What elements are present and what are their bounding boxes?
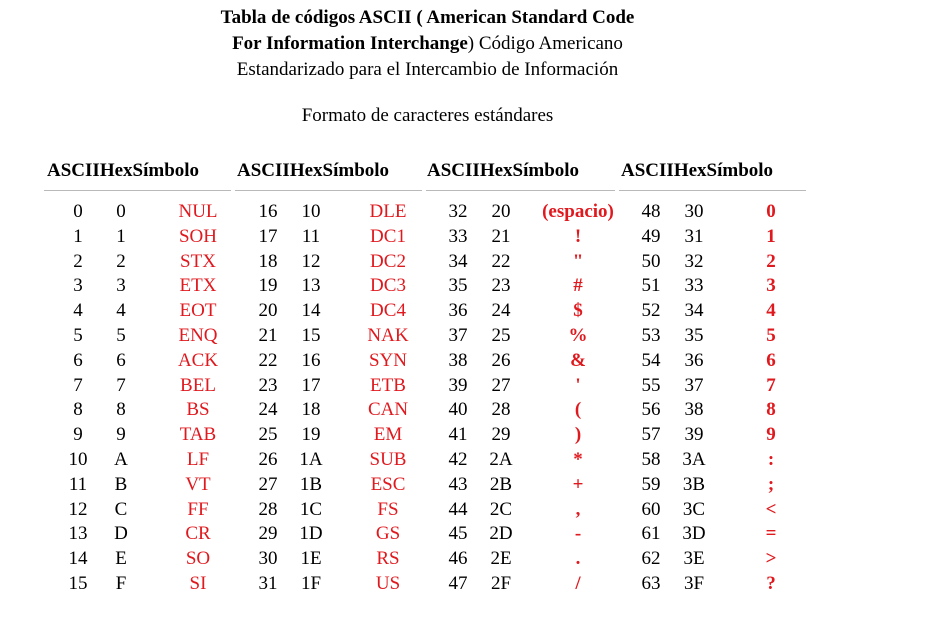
hex-code-cell: 29: [491, 424, 511, 446]
ascii-code-cell: 13: [68, 523, 88, 545]
hex-code-cell: 3: [116, 275, 126, 297]
symbol-cell: VT: [185, 473, 211, 495]
hex-code-cell: D: [114, 523, 128, 545]
hex-code-cell: 3C: [682, 498, 706, 520]
header-symbol: Símbolo: [132, 160, 200, 181]
hex-code-cell: 37: [684, 374, 704, 396]
hex-code-cell: 8: [116, 399, 126, 421]
header-ascii: ASCII: [237, 160, 290, 181]
header-divider: [235, 190, 422, 191]
hex-code-cell: 0: [116, 201, 126, 222]
ascii-code-cell: 50: [641, 250, 661, 272]
symbol-cell: =: [765, 523, 777, 545]
hex-code-cell: 20: [491, 201, 511, 222]
hex-code-cell: 1F: [300, 572, 322, 594]
page-subtitle: Formato de caracteres estándares: [301, 105, 554, 126]
ascii-code-cell: 58: [641, 448, 661, 470]
ascii-code-cell: 32: [448, 201, 468, 222]
ascii-code-cell: 38: [448, 349, 468, 371]
ascii-code-cell: 37: [448, 324, 468, 346]
ascii-code-cell: 33: [448, 225, 468, 247]
symbol-cell: #: [573, 275, 583, 297]
ascii-code-cell: 22: [258, 349, 278, 371]
header-divider: [44, 190, 231, 191]
symbol-cell: ': [575, 374, 581, 396]
ascii-code-cell: 60: [641, 498, 661, 520]
hex-code-cell: 7: [116, 374, 126, 396]
hex-code-cell: C: [114, 498, 128, 520]
hex-code-cell: 3E: [683, 548, 705, 570]
ascii-code-cell: 63: [641, 572, 661, 594]
ascii-code-cell: 29: [258, 523, 278, 545]
hex-code-cell: E: [115, 548, 127, 570]
hex-code-cell: 9: [116, 424, 126, 446]
symbol-cell: DC1: [370, 225, 406, 247]
ascii-code-cell: 8: [73, 399, 83, 421]
hex-code-cell: 2B: [489, 473, 513, 495]
title-line2-rest: ) Código Americano: [467, 33, 623, 54]
ascii-code-cell: 57: [641, 424, 661, 446]
symbol-cell: SO: [185, 548, 211, 570]
column-header-group-4: [621, 160, 773, 182]
hex-code-cell: 4: [116, 300, 126, 322]
page-title: Tabla de códigos ASCII ( American Standard Code: [220, 7, 635, 28]
ascii-code-cell: 18: [258, 250, 278, 272]
symbol-cell: ETB: [370, 374, 406, 396]
column-header-group-2: [237, 160, 389, 182]
hex-code-cell: 3B: [682, 473, 706, 495]
hex-code-cell: 1A: [299, 448, 323, 470]
header-ascii: ASCII: [621, 160, 674, 181]
hex-code-cell: 12: [301, 250, 321, 272]
column-header-group-3: [427, 160, 579, 182]
ascii-code-cell: 14: [68, 548, 88, 570]
header-divider: [426, 190, 615, 191]
hex-code-cell: 2C: [489, 498, 513, 520]
symbol-cell: DC3: [370, 275, 406, 297]
symbol-cell: SI: [189, 572, 207, 594]
hex-code-cell: F: [115, 572, 127, 594]
symbol-cell: 2: [766, 250, 776, 272]
ascii-code-cell: 30: [258, 548, 278, 570]
hex-code-cell: B: [114, 473, 128, 495]
ascii-code-cell: 10: [68, 448, 88, 470]
ascii-code-cell: 35: [448, 275, 468, 297]
hex-code-cell: 15: [301, 324, 321, 346]
symbol-cell: !: [574, 225, 582, 247]
ascii-code-cell: 54: [641, 349, 661, 371]
symbol-cell: LF: [186, 448, 210, 470]
ascii-code-cell: 49: [641, 225, 661, 247]
hex-code-cell: 2D: [489, 523, 513, 545]
symbol-cell: >: [765, 548, 777, 570]
symbol-cell: 1: [766, 225, 776, 247]
symbol-cell: FS: [377, 498, 399, 520]
symbol-cell: SYN: [368, 349, 407, 371]
ascii-code-cell: 3: [73, 275, 83, 297]
ascii-code-cell: 26: [258, 448, 278, 470]
hex-code-cell: 1D: [299, 523, 323, 545]
symbol-cell: *: [573, 448, 583, 470]
ascii-code-cell: 7: [73, 374, 83, 396]
symbol-cell: US: [375, 572, 401, 594]
header-symbol: Símbolo: [322, 160, 390, 181]
symbol-cell: ENQ: [178, 324, 218, 346]
hex-code-cell: 27: [491, 374, 511, 396]
ascii-code-cell: 62: [641, 548, 661, 570]
ascii-code-cell: 23: [258, 374, 278, 396]
hex-code-cell: 1E: [300, 548, 322, 570]
hex-code-cell: 21: [491, 225, 511, 247]
hex-code-cell: 36: [684, 349, 704, 371]
symbol-cell: ,: [575, 498, 581, 520]
symbol-cell: ": [572, 250, 584, 272]
column-header-group-1: [47, 160, 199, 182]
ascii-code-cell: 44: [448, 498, 468, 520]
symbol-cell: 3: [766, 275, 776, 297]
hex-code-cell: 1B: [299, 473, 323, 495]
header-ascii: ASCII: [427, 160, 480, 181]
ascii-code-cell: 48: [641, 201, 661, 222]
hex-code-cell: 18: [301, 399, 321, 421]
hex-code-cell: 3F: [683, 572, 705, 594]
hex-code-cell: 2: [116, 250, 126, 272]
ascii-code-cell: 51: [641, 275, 661, 297]
symbol-cell: :: [767, 448, 775, 470]
ascii-code-cell: 2: [73, 250, 83, 272]
symbol-cell: ACK: [177, 349, 219, 371]
symbol-cell: SUB: [369, 448, 407, 470]
ascii-code-cell: 46: [448, 548, 468, 570]
ascii-code-cell: 42: [448, 448, 468, 470]
ascii-code-cell: 28: [258, 498, 278, 520]
hex-code-cell: 1C: [299, 498, 323, 520]
title-line2-bold: For Information Interchange: [232, 33, 468, 54]
hex-code-cell: 6: [116, 349, 126, 371]
hex-code-cell: 31: [684, 225, 704, 247]
page-title-line3: Estandarizado para el Intercambio de Información: [236, 59, 619, 80]
symbol-cell: %: [568, 324, 588, 346]
symbol-cell: EOT: [179, 300, 217, 322]
symbol-cell: ?: [766, 572, 776, 594]
hex-code-cell: 17: [301, 374, 321, 396]
hex-code-cell: 2E: [490, 548, 512, 570]
ascii-code-cell: 12: [68, 498, 88, 520]
ascii-code-cell: 20: [258, 300, 278, 322]
header-hex: Hex: [479, 160, 513, 181]
symbol-cell: ;: [767, 473, 775, 495]
symbol-cell: 0: [766, 201, 776, 222]
symbol-cell: 5: [766, 324, 776, 346]
symbol-cell: /: [575, 572, 581, 594]
symbol-cell: 6: [766, 349, 776, 371]
header-ascii: ASCII: [47, 160, 100, 181]
hex-code-cell: 19: [301, 424, 321, 446]
hex-code-cell: 5: [116, 324, 126, 346]
symbol-cell: 9: [766, 424, 776, 446]
symbol-cell: SOH: [178, 225, 217, 247]
symbol-cell: DLE: [369, 201, 407, 222]
ascii-code-cell: 45: [448, 523, 468, 545]
symbol-cell: BS: [186, 399, 210, 421]
ascii-code-cell: 9: [73, 424, 83, 446]
hex-code-cell: 2A: [489, 448, 513, 470]
hex-code-cell: 28: [491, 399, 511, 421]
hex-code-cell: 39: [684, 424, 704, 446]
symbol-cell: (: [574, 399, 582, 421]
symbol-cell: CR: [185, 523, 211, 545]
symbol-cell: EM: [373, 424, 403, 446]
ascii-code-cell: 59: [641, 473, 661, 495]
hex-code-cell: 10: [301, 201, 321, 222]
ascii-code-cell: 0: [73, 201, 83, 222]
symbol-cell: FF: [187, 498, 209, 520]
symbol-cell: 8: [766, 399, 776, 421]
hex-code-cell: 32: [684, 250, 704, 272]
symbol-cell: CAN: [367, 399, 409, 421]
ascii-code-cell: 34: [448, 250, 468, 272]
ascii-code-cell: 43: [448, 473, 468, 495]
header-hex: Hex: [99, 160, 133, 181]
ascii-code-cell: 4: [73, 300, 83, 322]
symbol-cell: RS: [376, 548, 400, 570]
ascii-code-cell: 41: [448, 424, 468, 446]
ascii-code-cell: 15: [68, 572, 88, 594]
hex-code-cell: 3D: [682, 523, 706, 545]
ascii-code-cell: 55: [641, 374, 661, 396]
ascii-code-cell: 24: [258, 399, 278, 421]
ascii-code-cell: 53: [641, 324, 661, 346]
symbol-cell: .: [575, 548, 581, 570]
symbol-cell: +: [572, 473, 584, 495]
ascii-code-cell: 39: [448, 374, 468, 396]
ascii-code-cell: 27: [258, 473, 278, 495]
hex-code-cell: 24: [491, 300, 511, 322]
hex-code-cell: 3A: [682, 448, 706, 470]
hex-code-cell: 25: [491, 324, 511, 346]
header-symbol: Símbolo: [706, 160, 774, 181]
ascii-code-cell: 40: [448, 399, 468, 421]
symbol-cell: (espacio): [542, 201, 614, 222]
header-divider: [619, 190, 806, 191]
hex-code-cell: 33: [684, 275, 704, 297]
header-symbol: Símbolo: [512, 160, 580, 181]
symbol-cell: BEL: [180, 374, 216, 396]
ascii-code-cell: 16: [258, 201, 278, 222]
hex-code-cell: 1: [116, 225, 126, 247]
symbol-cell: STX: [180, 250, 216, 272]
header-hex: Hex: [673, 160, 707, 181]
hex-code-cell: 13: [301, 275, 321, 297]
hex-code-cell: 30: [684, 201, 704, 222]
ascii-code-cell: 5: [73, 324, 83, 346]
ascii-code-cell: 56: [641, 399, 661, 421]
symbol-cell: ): [574, 424, 582, 446]
ascii-code-cell: 1: [73, 225, 83, 247]
symbol-cell: -: [574, 523, 582, 545]
hex-code-cell: 14: [301, 300, 321, 322]
hex-code-cell: A: [114, 448, 128, 470]
symbol-cell: 7: [766, 374, 776, 396]
symbol-cell: ETX: [179, 275, 217, 297]
ascii-code-cell: 17: [258, 225, 278, 247]
header-hex: Hex: [289, 160, 323, 181]
symbol-cell: NUL: [178, 201, 218, 222]
symbol-cell: ESC: [370, 473, 406, 495]
ascii-code-cell: 19: [258, 275, 278, 297]
ascii-code-cell: 11: [68, 473, 88, 495]
ascii-code-cell: 25: [258, 424, 278, 446]
hex-code-cell: 11: [301, 225, 321, 247]
symbol-cell: <: [765, 498, 777, 520]
hex-code-cell: 16: [301, 349, 321, 371]
page-title-line2: [0, 31, 855, 56]
ascii-code-cell: 47: [448, 572, 468, 594]
hex-code-cell: 34: [684, 300, 704, 322]
ascii-code-cell: 6: [73, 349, 83, 371]
hex-code-cell: 23: [491, 275, 511, 297]
symbol-cell: &: [570, 349, 586, 371]
symbol-cell: GS: [375, 523, 401, 545]
ascii-code-cell: 31: [258, 572, 278, 594]
ascii-code-cell: 21: [258, 324, 278, 346]
ascii-code-cell: 61: [641, 523, 661, 545]
hex-code-cell: 2F: [490, 572, 512, 594]
hex-code-cell: 35: [684, 324, 704, 346]
symbol-cell: TAB: [179, 424, 217, 446]
hex-code-cell: 22: [491, 250, 511, 272]
symbol-cell: 4: [766, 300, 776, 322]
ascii-code-cell: 36: [448, 300, 468, 322]
symbol-cell: DC4: [370, 300, 406, 322]
hex-code-cell: 38: [684, 399, 704, 421]
hex-code-cell: 26: [491, 349, 511, 371]
ascii-code-cell: 52: [641, 300, 661, 322]
symbol-cell: DC2: [370, 250, 406, 272]
symbol-cell: NAK: [367, 324, 409, 346]
symbol-cell: $: [573, 300, 583, 322]
